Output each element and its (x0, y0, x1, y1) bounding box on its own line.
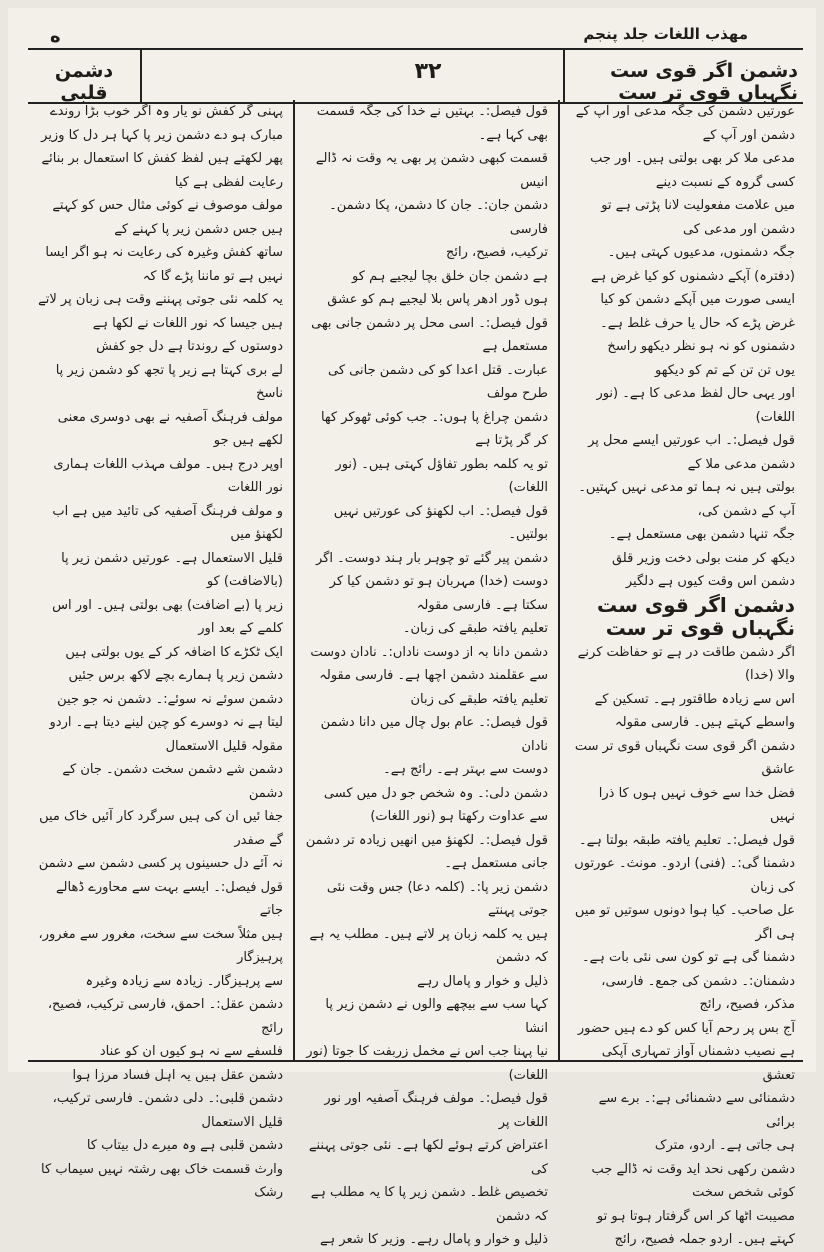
middle-column-line: دشمن دلی:۔ وہ شخص جو دل میں کسی سے عداوت رکھتا ہو (نور اللغات) (323, 785, 548, 824)
middle-column-line: ترکیب، فصیح، رائج (445, 245, 548, 260)
right-column-line: اگر دشمن طاقت در ہے تو حفاظت کرنے والا (خدا) (577, 644, 795, 683)
left-column-line: لیتا ہے نہ دوسرے کو چین لینے دیتا ہے۔ اردو مقولہ قلیل الاستعمال (49, 715, 283, 754)
left-column-line: ساتھ کفش وغیرہ کی رعایت نہ ہو اگر ایسا نہیں ہے تو ماننا پڑے گا کہ (45, 245, 283, 284)
right-column-line: ایسی صورت میں آپکے دشمن کو کیا غرض پڑے کہ حال یا حرف غلط ہے۔ (600, 292, 795, 331)
left-column-line: ہیں مثلاً سخت سے سخت، مغرور سے مغرور، پرہیزگار (38, 926, 283, 965)
bottom-rule (28, 1060, 803, 1062)
page-number: ۳۲ (414, 59, 442, 84)
right-column-line: دشمن اگر قوی ست نگہباں قوی تر ست عاشق (574, 738, 795, 777)
dictionary-page (8, 8, 816, 1247)
middle-column-line: دوست سے بہتر ہے۔ رائج ہے۔ (383, 762, 548, 777)
left-column-line: مولف موصوف نے کوئی مثال حس کو کہتے ہیں جس دشمن زیر پا کہنے کے (52, 198, 283, 237)
right-column-line: جگہ دشمنوں، مدعیوں کہتی ہیں۔ (دفترہ) آپکے دشمنوں کو کیا غرض ہے (591, 245, 795, 284)
middle-column-line: قول فیصل:۔ لکھنؤ میں انھیں زیادہ تر دشمن جانی مستعمل ہے۔ (305, 832, 548, 871)
middle-column-line: دشمن چراغ پا ہوں:۔ جب کوئی ٹھوکر کھا کر گر پڑتا ہے (320, 409, 548, 448)
middle-column-line: دشمن دانا بہ از دوست ناداں:۔ نادان دوست (310, 644, 548, 660)
left-column-line: دشمن شے دشمن سخت دشمن۔ جان کے دشمن (62, 762, 283, 801)
right-column-line: ہے نصیب دشمناں آواز تمہاری آپکی تعشق (601, 1044, 795, 1083)
right-column-line: ہی جاتی ہے۔ اردو، مترک (654, 1138, 795, 1153)
left-column-line: نہ آئے دل حسینوں پر کسی دشمن سے دشمن (38, 856, 283, 871)
left-column-line: یہ کلمہ نئی جوتی پہننے وقت ہی زبان پر لاتے ہیں جیسا کہ نور اللغات نے لکھا ہے (38, 292, 283, 331)
middle-column-line: دوست (خدا) مہربان ہو تو دشمن کیا کر سکتا ہے۔ فارسی مقولہ (329, 574, 548, 613)
right-column-line: دشمن اس وقت کیوں ہے دلگیر (625, 574, 795, 589)
right-column-line: دشمنائی سے دشمنائی ہے:۔ برے سے برائی (598, 1091, 795, 1130)
right-column-line: دیکھ کر منت بولی دخت وزیر قلق (611, 550, 795, 566)
middle-column-line: ذلیل و خوار و پامال رہے (417, 973, 548, 989)
left-column-line: سے پرہیزگار۔ زیادہ سے زیادہ وغیرہ (85, 973, 283, 989)
left-column-line: مبارک ہو دے دشمن زیر پا کہا ہر دل کا وزیر (41, 127, 283, 143)
middle-column-line: قسمت کبھی دشمن پر بھی یہ وقت نہ ڈالے انیس (315, 151, 548, 190)
middle-column-line: قول فیصل:۔ اب لکھنؤ کی عورتیں نہیں بولتیں۔ (333, 503, 548, 542)
middle-column-line: قول فیصل:۔ مولف فرہنگ آصفیہ اور نور اللغات پر (324, 1091, 548, 1130)
right-column-line: قول فیصل:۔ اب عورتیں ایسے محل پر دشمن مدعی ملا کے (588, 433, 795, 472)
header-left-title: دشمن قلبی (54, 60, 114, 104)
left-column-line: اوپر درج ہیں۔ مولف مہذب اللغات ہماری نور اللغات (53, 456, 283, 495)
right-column-line: اور یہی حال لفظ مدعی کا ہے۔ (نور اللغات) (596, 386, 795, 425)
left-column-line: مولف فرہنگ آصفیہ نے بھی دوسری معنی لکھے ہیں جو (57, 409, 283, 448)
header-divider-left (140, 50, 142, 102)
middle-column (297, 100, 556, 1247)
middle-column-line: تو یہ کلمہ بطور تفاؤل کہتی ہیں۔ (نور اللغات) (335, 456, 548, 495)
left-column-line: قلیل الاستعمال ہے۔ عورتیں دشمن زیر پا (بالاضافت) کو (61, 550, 283, 589)
left-column-line: دشمن زیر پا ہمارے بچے لاکھ برس جئیں (68, 668, 283, 683)
left-column-line: لے بری کہتا ہے زیر پا تجھ کو دشمن زیر پا ناسخ (55, 362, 283, 401)
middle-column-line: کہا سب سے بیچھے والوں نے دشمن زیر پا انشا (325, 997, 548, 1036)
left-column-line: دشمن قلبی ہے وہ میرے دل بیتاب کا (86, 1138, 283, 1153)
right-column-line: عورتیں دشمن کی جگہ مدعی اور آپ کے دشمن اور آپ کے (575, 104, 795, 143)
right-column-line: میں علامت مفعولیت لانا پڑتی ہے تو دشمن اور مدعی کی (601, 198, 795, 237)
right-column-line: یوں تن تن کے تم کو دیکھو (655, 362, 795, 378)
middle-column-line: قول فیصل:۔ بہتیں نے خدا کی جگہ قسمت بھی کہا ہے۔ (316, 104, 548, 143)
right-column-line: جگہ تنہا دشمن بھی مستعمل ہے۔ (608, 527, 795, 542)
left-column-line: زیر پا (بے اضافت) بھی بولتی ہیں۔ اور اس کلمے کے بعد اور (52, 597, 283, 636)
right-column-line: بولتی ہیں نہ ہما تو مدعی نہیں کہتیں۔ آپ کے دشمن کی، (578, 480, 795, 519)
right-column-line: دشمنوں کو نہ ہو نظر دیکھو راسخ (607, 339, 795, 354)
left-column-line: ایک ٹکڑے کا اضافہ کر کے یوں بولتی ہیں (65, 644, 283, 660)
middle-column-line: ہوں ڈور ادھر پاس بلا لیجیے ہم کو عشق (327, 292, 548, 307)
column-rule-right (558, 100, 560, 1060)
middle-column-line: دشمن جان:۔ جان کا دشمن، پکا دشمن۔ فارسی (329, 198, 548, 237)
header-row (28, 48, 803, 104)
left-column-line: پہنی گر کفش نو یار وہ اگر خوب بڑا روندے (50, 104, 283, 119)
middle-column-line: سے عقلمند دشمن اچھا ہے۔ فارسی مقولہ تعلیم یافتہ طبقے کی زبان (319, 668, 548, 707)
right-column-line: فضل خدا سے خوف نہیں ہوں کا ذرا نہیں (598, 785, 795, 824)
top-strip (8, 8, 816, 48)
left-column-line: دشمن عقل ہیں یہ اہل فساد مرزا ہوا (72, 1067, 283, 1083)
middle-column-line: قول فیصل:۔ اسی محل پر دشمن جانی بھی مستعمل ہے (311, 315, 548, 354)
left-column-line: دشمن عقل:۔ احمق، فارسی ترکیب، فصیح، رائج (47, 997, 283, 1036)
column-rule-left (293, 100, 295, 1060)
left-column-line: فلسفے سے نہ ہو کیوں ان کو عناد (99, 1044, 283, 1059)
right-column-line: مدعی ملا کر بھی بولتی ہیں۔ اور جب کسی گروہ کے نسبت دینے (590, 151, 795, 190)
header-right-title: دشمن اگر قوی ست نگہباں قوی تر ست (609, 60, 798, 104)
header-divider-right (563, 50, 565, 102)
middle-column-line: دشمن پیر گئے تو چوہر بار ہند دوست۔ اگر (315, 550, 548, 566)
right-column-line: عل صاحب۔ کیا ہوا دونوں سوتیں تو میں ہی اگر (574, 903, 795, 942)
right-column-line: قول فیصل:۔ تعلیم یافتہ طبقہ بولتا ہے۔ (578, 832, 795, 848)
right-column-line: دشمنان:۔ دشمن کی جمع۔ فارسی، مذکر، فصیح، رائج (601, 973, 795, 1012)
middle-column-line: قول فیصل:۔ عام بول چال میں دانا دشمن نادان (320, 715, 548, 754)
right-column-line: آج بس پر رحم آیا کس کو دے ہیں حضور (577, 1020, 795, 1036)
left-column-line: دشمن قلبی:۔ دلی دشمن۔ فارسی ترکیب، قلیل الاستعمال (52, 1091, 283, 1130)
corner-mark: ه (50, 26, 61, 47)
left-column-line: وارث قسمت خاک بھی رشتہ نہیں سیماب کا رشک (41, 1161, 283, 1200)
left-column-line: جفا ئیں ان کی ہیں سرگرد کار آئیں خاک میں گے صفدر (39, 809, 283, 848)
right-column-line: مصیبت اٹھا کر اس گرفتار ہوتا ہو تو کہتے ہیں۔ اردو جملہ فصیح، رائج (596, 1208, 795, 1247)
middle-column-line: ہیں یہ کلمہ زبان پر لاتے ہیں۔ مطلب یہ ہے کہ دشمن (309, 926, 548, 965)
right-column-line: دشمن اگر قوی ست نگہباں قوی تر ست (597, 592, 795, 640)
left-column-line: قول فیصل:۔ ایسے بہت سے محاورے ڈھالے جاتے (55, 879, 283, 918)
right-column-line: اس سے زیادہ طاقتور ہے۔ تسکین کے واسطے کہتے ہیں۔ فارسی مقولہ (594, 691, 795, 730)
middle-column-line: دشمن زیر پا:۔ (کلمہ دعا) جس وقت نئی جوتی پہنتے (326, 879, 548, 918)
left-column-line: دوستوں کے روندتا ہے دل جو کفش (96, 339, 283, 354)
middle-column-line: ذلیل و خوار و پامال رہے۔ وزیر کا شعر ہے (319, 1232, 548, 1247)
right-column-line: دشمن رکھی نحد اید وقت نہ ڈالے جب کوئی شخص سخت (591, 1161, 795, 1200)
middle-column-line: ہے دشمن جان خلق بچا لیجیے ہم کو (352, 268, 548, 284)
left-column-line: دشمن سوئے نہ سوئے:۔ دشمن نہ جو جین (57, 691, 283, 707)
right-column (562, 100, 803, 1247)
right-column-line: دشمنا گی:۔ (فنی) اردو۔ مونث۔ عورتوں کی زبان (574, 856, 795, 895)
middle-column-line: اعتراض کرتے ہوئے لکھا ہے۔ نئی جوتی پہننے کی (308, 1138, 548, 1177)
running-head: مهذب اللغات جلد پنجم (583, 25, 748, 43)
left-column-line: و مولف فرہنگ آصفیہ کی تائید میں ہے اب لکھنؤ میں (52, 503, 283, 542)
middle-column-line: تخصیص غلط۔ دشمن زیر پا کا یہ مطلب ہے کہ دشمن (310, 1185, 548, 1224)
left-column (28, 100, 291, 1200)
left-column-line: پھر لکھتے ہیں لفظ کفش کا استعمال بر بنائے رعایت لفظی ہے کیا (41, 151, 283, 190)
right-column-line: دشمنا گی ہے تو کون سی نئی بات ہے۔ (582, 950, 795, 965)
middle-column-line: عبارت۔ قتل اعدا کو کی دشمن جانی کی طرح مولف (328, 362, 548, 401)
middle-column-line: تعلیم یافتہ طبقے کی زبان۔ (402, 621, 548, 636)
middle-column-line: نیا پہنا جب اس نے مخمل زربفت کا جوتا (نور اللغات) (306, 1044, 548, 1083)
